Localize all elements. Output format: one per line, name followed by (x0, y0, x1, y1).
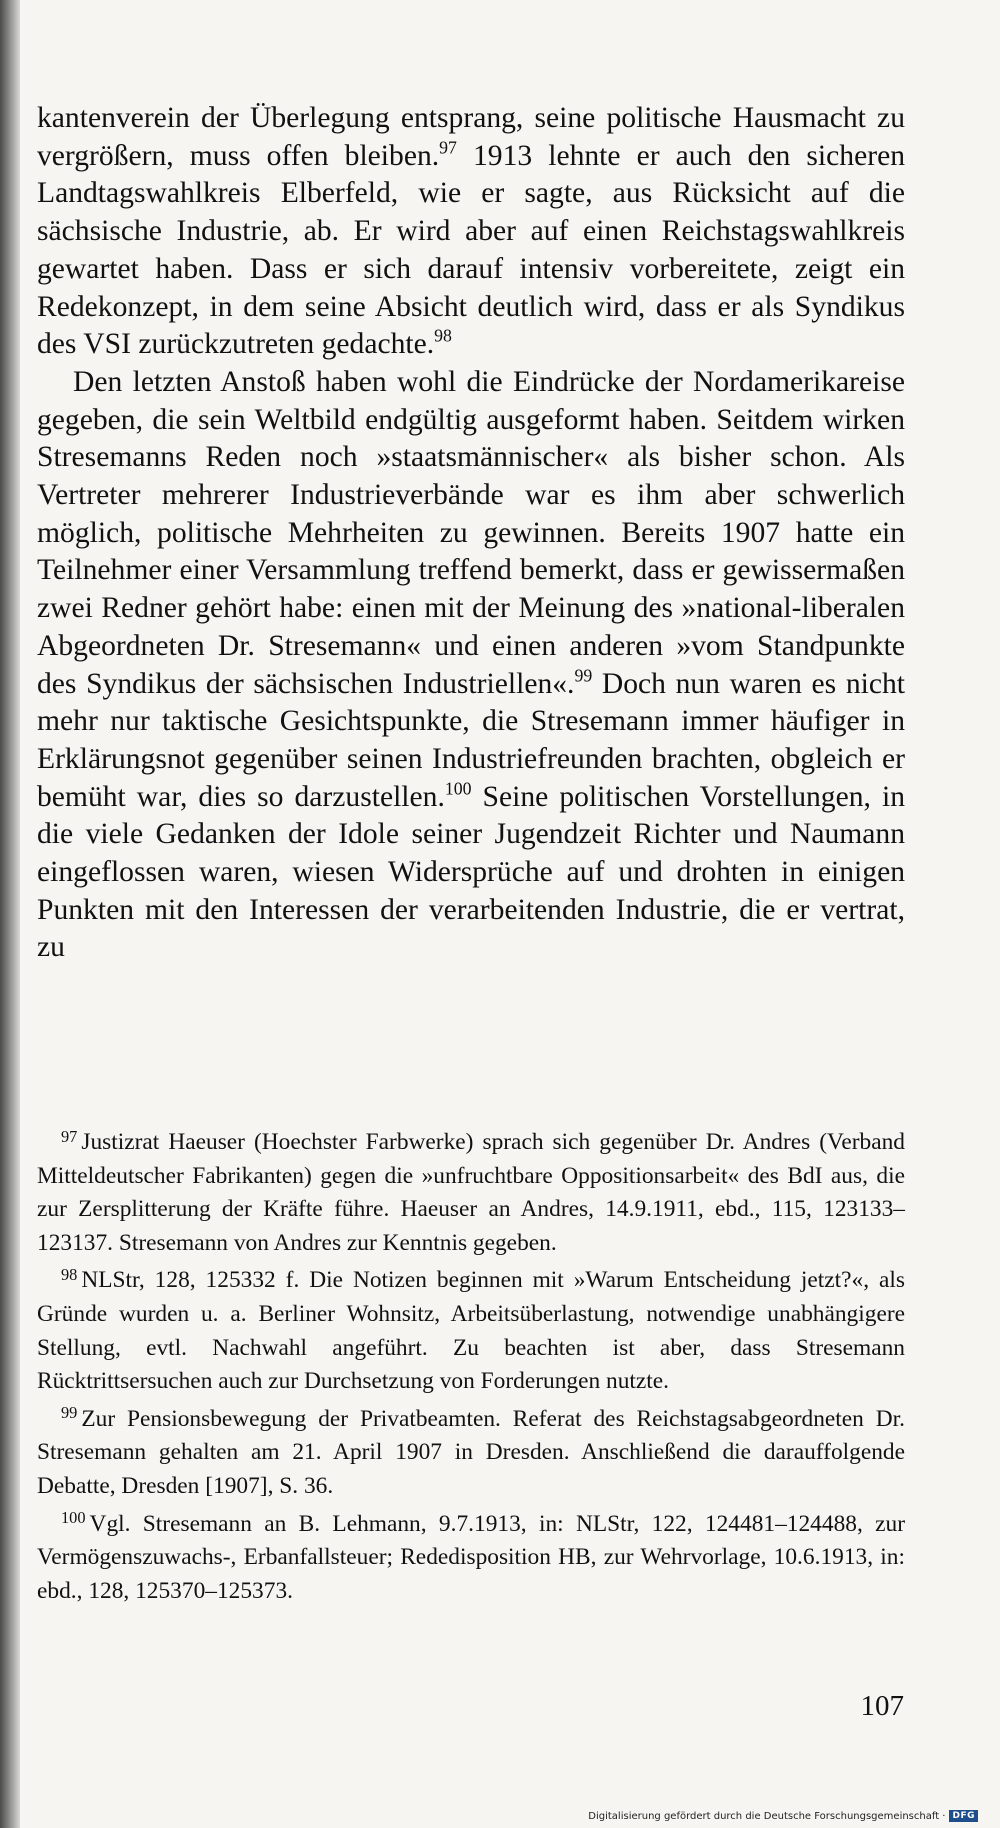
footnote-number: 100 (61, 1508, 86, 1528)
footnote (37, 1264, 905, 1398)
dfg-logo-icon: DFG (949, 1810, 978, 1822)
footnote-number: 99 (61, 1403, 78, 1423)
page-number: 107 (860, 1690, 904, 1722)
paragraph-1: kantenverein der Überlegung entsprang, seine politische Hausmacht zu vergrößern, muss offen bleiben.$^{97}$ 1913 lehnte er auch den sicheren Landtagswahlkreis Elberfeld, wie er sagte, aus Rücksicht auf die sächsische Industrie, ab. Er wird aber auf einen Reichstagswahlkreis gewartet haben. Dass er sich darauf intensiv vorbereitete, zeigt ein Redekonzept, in dem seine Absicht deutlich wird, dass er als Syndikus des VSI zurückzutreten gedachte.$^{98}$ (37, 102, 905, 361)
footnote (37, 1126, 905, 1260)
footnote-ref-98[interactable]: 98 (434, 325, 452, 346)
footnote-text: Justizrat Haeuser (Hoechster Farbwerke) sprach sich gegenüber Dr. Andres (Verband Mitteldeutscher Fabrikanten) gegen die »unfruchtbare Oppositionsarbeit« des BdI aus, die zur Zersplitterung der Kräfte führe. Haeuser an Andres, 14.9.1911, ebd., 115, 123133–123137. Stresemann von Andres zur Kenntnis gegeben. (37, 1129, 905, 1256)
credit-text: Digitalisierung gefördert durch die Deutsche Forschungsgemeinschaft · (588, 1810, 946, 1822)
main-text (37, 100, 905, 967)
footnote-ref-97[interactable]: 97 (439, 137, 457, 158)
footnote-ref-99[interactable]: 99 (574, 665, 593, 686)
footnote-ref-100[interactable]: 100 (444, 778, 472, 799)
footnote-text: Zur Pensionsbewegung der Privatbeamten. Referat des Reichstagsabgeordneten Dr. Stresemann gehalten am 21. April 1907 in Dresden. Anschließend die darauffolgende Debatte, Dresden [1907], S. 36. (37, 1405, 905, 1499)
footnote (37, 1403, 905, 1504)
footnote-number: 97 (61, 1126, 78, 1146)
page-binding-shadow (0, 0, 20, 1828)
footnote (37, 1508, 905, 1609)
footnote-number: 98 (61, 1265, 78, 1285)
digitization-credit (588, 1810, 978, 1822)
paragraph-2: Den letzten Anstoß haben wohl die Eindrücke der Nordamerikareise gegeben, die sein Weltbild endgültig ausgeformt haben. Seitdem wirken Stresemanns Reden noch »staatsmännischer« als bisher schon. Als Vertreter mehrerer Industrieverbände war es ihm aber schwerlich möglich, politische Mehrheiten zu gewinnen. Bereits 1907 hatte ein Teilnehmer einer Versammlung treffend bemerkt, dass er gewissermaßen zwei Redner gehört habe: einen mit der Meinung des »national-liberalen Abgeordneten Dr. Stresemann« und einen anderen »vom Standpunkte des Syndikus der sächsischen Industriellen«.$^{99}$ Doch nun waren es nicht mehr nur taktische Gesichtspunkte, die Stresemann immer häufiger in Erklärungsnot gegenüber seinen Industriefreunden brachten, obgleich er bemüht war, dies so darzustellen.$^{100}$ Seine politischen Vorstellungen, in die viele Gedanken der Idole seiner Jugendzeit Richter und Naumann eingeflossen waren, wiesen Widersprüche auf und drohten in einigen Punkten mit den Interessen der verarbeitenden Industrie, die er vertrat, zu (37, 365, 906, 964)
footnote-text: Vgl. Stresemann an B. Lehmann, 9.7.1913, in: NLStr, 122, 124481–124488, zur Vermögenszuwachs-, Erbanfallsteuer; Rededisposition HB, zur Wehrvorlage, 10.6.1913, in: ebd., 128, 125370–125373. (37, 1510, 905, 1604)
footnote-text: NLStr, 128, 125332 f. Die Notizen beginnen mit »Warum Entscheidung jetzt?«, als Gründe wurden u. a. Berliner Wohnsitz, Arbeitsüberlastung, notwendige unabhängigere Stellung, evtl. Nachwahl angeführt. Zu beachten ist aber, dass Stresemann Rücktrittsersuchen auch zur Durchsetzung von Forderungen nutzte. (37, 1267, 905, 1395)
footnotes (37, 1126, 905, 1612)
